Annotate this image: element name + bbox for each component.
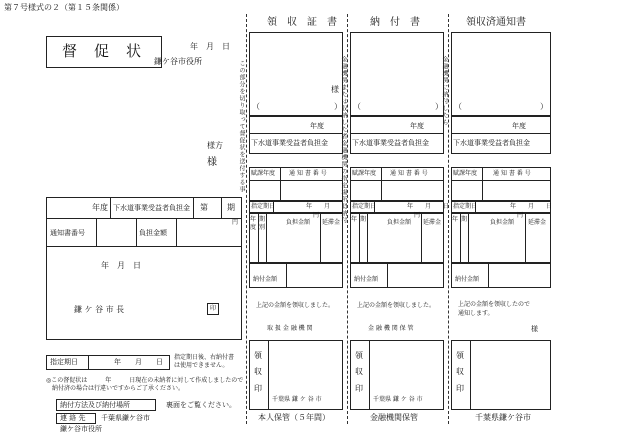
ki-label: 期: [227, 203, 235, 212]
col3-nendo: 年度: [512, 122, 526, 130]
contact-value2: 鎌ケ谷市役所: [60, 425, 102, 433]
col1-shu: 収: [254, 367, 262, 376]
perforation-1: [246, 14, 247, 424]
col1-footer-small: 千葉県 鎌 ケ 谷 市: [272, 396, 322, 403]
col1-address-box: [249, 32, 343, 116]
col1-paren-l: （: [252, 102, 260, 111]
col1-burden: 負担金額: [286, 219, 311, 226]
col3-sama2: 様: [531, 325, 538, 333]
col3-footer: 千葉県鎌ケ谷市: [475, 413, 531, 422]
col1-due-label: 指定期日: [251, 203, 276, 210]
perf-text-3: 金融機関の指定場所に納付: [340, 140, 347, 224]
col3-due-value: 年 月 日: [510, 203, 553, 210]
col2-yen: 円: [414, 212, 421, 219]
col2-footer: 金融機関保管: [370, 413, 418, 422]
form-id: 第７号様式の２（第１５条関係）: [4, 3, 124, 12]
col3-kazei-nendo: 賦課年度: [453, 170, 478, 177]
col2-tax-box: [350, 116, 444, 154]
perf-text-4: 金融機関に納付したら: [441, 56, 448, 126]
col1-nendo: 年度: [310, 122, 324, 130]
col3-burden: 負担金額: [490, 219, 515, 226]
col1-footer: 本人保管（５年間）: [258, 413, 330, 422]
col2-tax-type: 下水道事業受益者負担金: [352, 139, 429, 147]
col3-penalty: 延滞金: [528, 219, 547, 226]
col2-footer-small: 千葉県 鎌 ケ 谷 市: [373, 396, 423, 403]
issue-date: 年 月 日: [190, 42, 230, 51]
yen-unit: 円: [232, 219, 239, 226]
notice-no-label: 通知書番号: [50, 229, 85, 237]
col1-agency: 取 扱 金 融 機 関: [267, 325, 313, 332]
contact-label: 連 絡 先: [60, 414, 86, 422]
col1-received: 上記の金額を領収しました。: [256, 302, 335, 309]
col1-due-value: 年 月 日: [306, 203, 349, 210]
col2-received: 上記の金額を領収しました。: [357, 302, 436, 309]
note-1: ◎この督促状は 年 日現在の未納者に対して作成しましたので: [46, 377, 244, 384]
col1-penalty: 延滞金: [322, 219, 341, 226]
col3-received-2: 通知します。: [458, 310, 494, 317]
col2-paren-l: （: [353, 102, 361, 111]
col2-in: 印: [355, 384, 363, 393]
col2-nendo: 年度: [410, 122, 424, 130]
due-note-2: は使用できません。: [174, 362, 229, 369]
col3-notice-no: 通 知 書 番 号: [493, 170, 531, 177]
due-value: 年 月 日: [114, 358, 163, 366]
col2-ki: 期: [360, 216, 367, 223]
col2-address-box: [350, 32, 444, 116]
note-2: 納付済の場合は行違いですからご了承ください。: [46, 385, 185, 392]
col1-yen: 円: [313, 212, 320, 219]
col3-address-box: [451, 32, 551, 116]
col3-total: 納付金額: [455, 276, 480, 283]
col3-shu: 収: [456, 367, 464, 376]
col3-nen: 年: [452, 216, 459, 223]
col3-seal-box: [451, 340, 551, 410]
col3-tax-box: [451, 116, 551, 154]
col2-burden: 負担金額: [387, 219, 412, 226]
tax-type: 下水道事業受益者負担金: [113, 204, 190, 212]
col2-header: 納 付 書: [370, 17, 420, 28]
page-title: 督 促 状: [62, 42, 143, 60]
sama: 様: [207, 157, 217, 168]
col1-ryo: 領: [254, 351, 262, 360]
col3-tax-type: 下水道事業受益者負担金: [453, 139, 530, 147]
col2-due-value: 年 月 日: [407, 203, 450, 210]
col2-ryo: 領: [355, 351, 363, 360]
col1-do: 度: [250, 224, 257, 231]
col1-kazei-nendo: 賦課年度: [251, 170, 276, 177]
col3-header: 領収済通知書: [466, 17, 526, 28]
col3-paren-l: （: [454, 102, 462, 111]
col3-due-label: 指定期日: [453, 203, 478, 210]
perf-text-2: 金融機関または収納した者: [340, 56, 347, 140]
col3-ki: 期: [461, 216, 468, 223]
col2-shu: 収: [355, 367, 363, 376]
col1-total: 納付金額: [253, 276, 278, 283]
col1-header: 領 収 証 書: [267, 17, 337, 28]
perf-text-1: この部分を切り取って督促状を送付する事: [238, 60, 245, 193]
date2: 年 月 日: [101, 261, 141, 270]
mayor: 鎌 ケ 谷 市 長: [74, 305, 125, 314]
issuer: 鎌ケ谷市役所: [154, 57, 202, 66]
perforation-3: [448, 14, 449, 424]
seal: 印: [210, 305, 217, 312]
col1-paren-r: ）: [334, 102, 342, 111]
col1-tax-type: 下水道事業受益者負担金: [251, 139, 328, 147]
col2-due-label: 指定期日: [352, 203, 377, 210]
col3-received-1: 上記の金額を領収したので: [458, 301, 531, 308]
payment-place: 納付方法及び納付場所: [60, 401, 130, 409]
col1-sama: 様: [331, 85, 339, 94]
due-label: 指定期日: [50, 358, 78, 366]
dai-label: 第: [200, 203, 208, 212]
col1-tax-box: [249, 116, 343, 154]
contact-value: 千葉県鎌ケ谷市: [101, 414, 150, 422]
col1-notice-no: 通 知 書 番 号: [289, 170, 327, 177]
col1-in: 印: [254, 384, 262, 393]
col3-in: 印: [456, 384, 464, 393]
col1-betsu: 別: [259, 224, 266, 231]
see-back: 裏面をご覧ください。: [166, 401, 236, 409]
col2-paren-r: ）: [435, 102, 443, 111]
burden-amount-label: 負担金額: [139, 229, 167, 237]
col3-paren-r: ）: [540, 102, 548, 111]
col3-ryo: 領: [456, 351, 464, 360]
due-note-1: 指定期日後、右納付書: [174, 354, 235, 361]
col1-ki: 期: [259, 216, 266, 223]
col2-agency: 金 融 機 関 保 管: [368, 325, 414, 332]
perforation-2: [347, 14, 348, 424]
col1-nen: 年: [250, 216, 257, 223]
col3-yen: 円: [517, 212, 524, 219]
col2-total: 納付金額: [354, 276, 379, 283]
nendo-label: 年度: [92, 203, 108, 212]
sama-kata: 様方: [207, 141, 223, 150]
col2-notice-no: 通 知 書 番 号: [390, 170, 428, 177]
col2-nen: 年: [351, 216, 358, 223]
col2-penalty: 延滞金: [423, 219, 442, 226]
col2-kazei-nendo: 賦課年度: [352, 170, 377, 177]
